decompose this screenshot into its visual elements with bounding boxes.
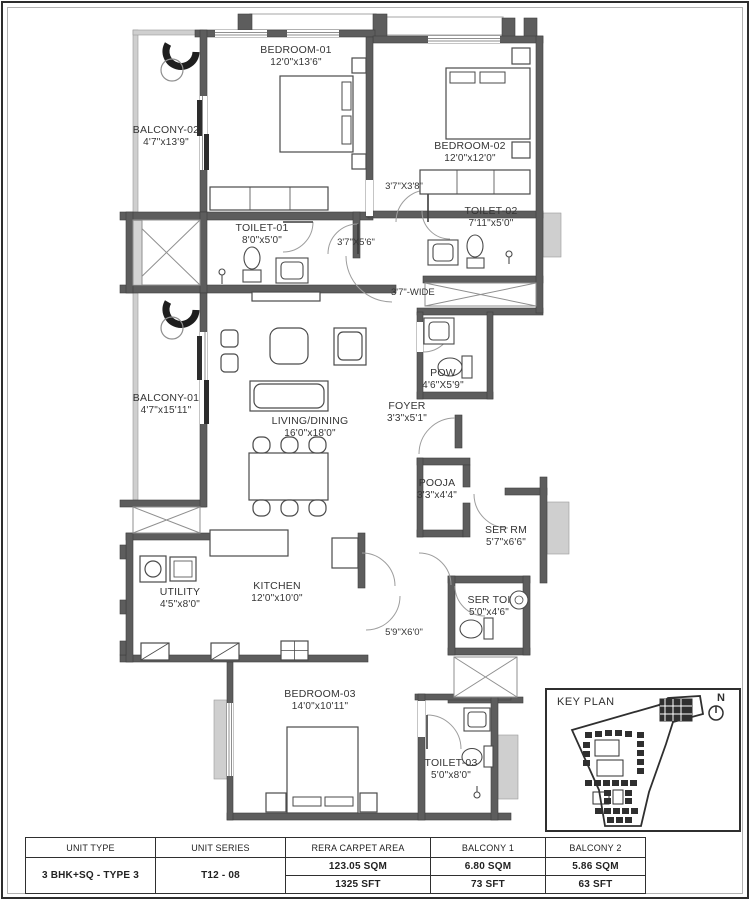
cell-rera-sqm: 123.05 SQM: [286, 858, 431, 876]
room-label-balcony-02: BALCONY-02 4'7"x13'9": [132, 124, 200, 148]
room-label-bedroom-02: BEDROOM-02 12'0"x12'0": [434, 140, 506, 164]
dim-label-passage-3: 5'9"X6'0": [385, 627, 423, 638]
room-label-bedroom-01: BEDROOM-01 12'0"x13'6": [260, 44, 332, 68]
cell-balcony2-sqm: 5.86 SQM: [546, 858, 646, 876]
balcony-decor: [161, 44, 196, 339]
room-label-balcony-01: BALCONY-01 4'7"x15'11": [132, 392, 200, 416]
header-unit-type: UNIT TYPE: [26, 838, 156, 858]
fixtures: [219, 235, 528, 798]
cell-unit-series: T12 - 08: [156, 858, 286, 894]
room-label-toilet-03: TOILET-03 5'0"x8'0": [424, 757, 478, 781]
room-label-ser-rm: SER RM 5'7"x6'6": [484, 524, 528, 548]
room-label-toilet-01: TOILET-01 8'0"x5'0": [235, 222, 289, 246]
dim-label-passage-1: 3'7"X3'8": [385, 181, 423, 192]
room-label-kitchen: KITCHEN 12'0"x10'0": [251, 580, 303, 604]
table-header-row: [26, 838, 646, 858]
north-icon: [709, 706, 723, 720]
north-label: N: [717, 692, 725, 704]
unit-area-table: [25, 837, 646, 894]
cell-balcony1-sqm: 6.80 SQM: [431, 858, 546, 876]
dim-label-passage-2: 3'7"X5'6": [337, 237, 375, 248]
table-row-sqm: [26, 858, 646, 876]
key-plan-title: KEY PLAN: [557, 696, 615, 708]
room-label-toilet-02: TOILET-02 7'11"x5'0": [464, 205, 518, 229]
cell-balcony2-sft: 63 SFT: [546, 876, 646, 894]
header-balcony-1: BALCONY 1: [431, 838, 546, 858]
cell-balcony1-sft: 73 SFT: [431, 876, 546, 894]
room-label-ser-toi: SER TOI 5'0"x4'6": [467, 594, 511, 618]
header-balcony-2: BALCONY 2: [546, 838, 646, 858]
room-label-living-dining: LIVING/DINING 16'0"x18'0": [271, 415, 349, 439]
header-unit-series: UNIT SERIES: [156, 838, 286, 858]
room-label-utility: UTILITY 4'5"x8'0": [159, 586, 201, 610]
cell-unit-type: 3 BHK+SQ - TYPE 3: [26, 858, 156, 894]
cell-rera-sft: 1325 SFT: [286, 876, 431, 894]
room-label-pooja: POOJA 3'3"x4'4": [417, 477, 457, 501]
room-label-bedroom-03: BEDROOM-03 14'0"x10'11": [284, 688, 356, 712]
highlighted-tower: [660, 699, 692, 721]
key-plan-box: [545, 688, 741, 832]
header-rera-carpet-area: RERA CARPET AREA: [286, 838, 431, 858]
room-label-pow: POW 4'6"X5'9": [422, 367, 464, 391]
key-plan-map: [547, 690, 739, 830]
room-label-foyer: FOYER 3'3"x5'1": [387, 400, 427, 424]
dim-label-corridor-width: 3'7"-WIDE: [391, 287, 435, 298]
